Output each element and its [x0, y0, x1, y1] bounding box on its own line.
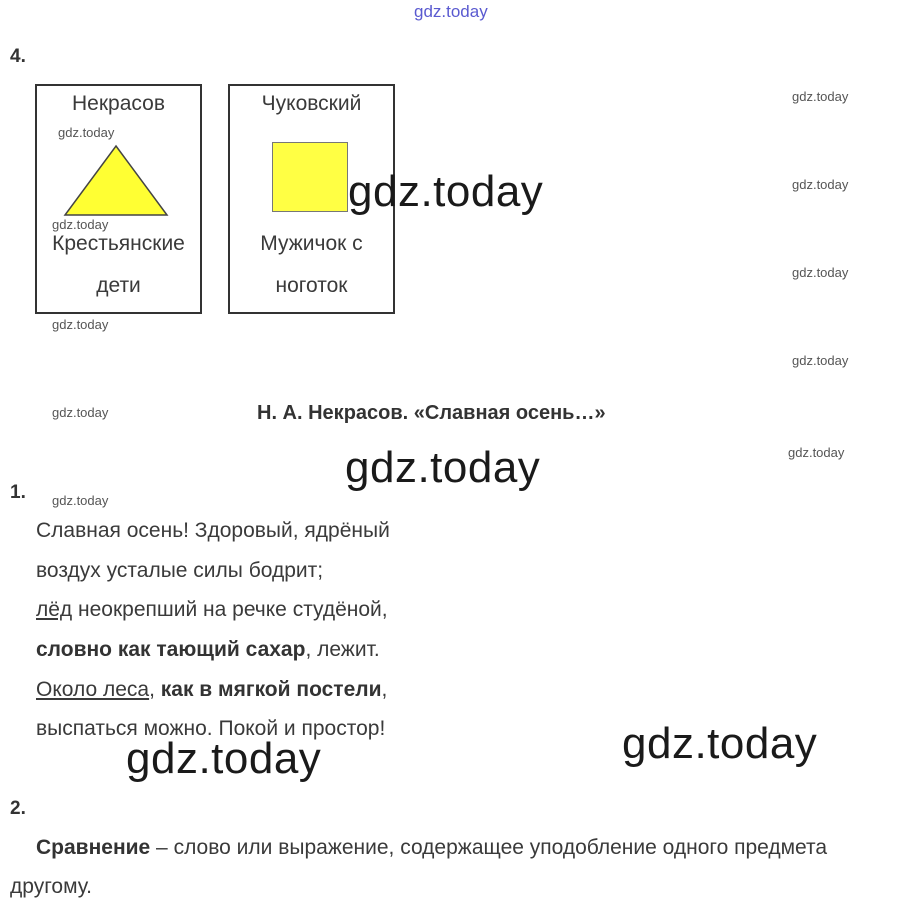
poem-line-5	[36, 678, 387, 702]
definition-continuation: другому.	[10, 875, 92, 898]
watermark-big: gdz.today	[345, 443, 541, 492]
watermark-small: gdz.today	[792, 89, 849, 104]
card-title-line1: Крестьянские	[52, 232, 185, 255]
poem-line-1: Славная осень! Здоровый, ядрёный	[36, 519, 390, 542]
watermark-big: gdz.today	[126, 734, 322, 783]
watermark-small: gdz.today	[58, 125, 115, 140]
card-author: Чуковский	[261, 92, 362, 115]
bold-comparison: словно как тающий сахар	[36, 638, 306, 661]
book-card-nekrasov	[35, 84, 202, 314]
poem-line-4	[36, 638, 380, 662]
card-title-line2: дети	[96, 274, 141, 297]
yellow-square-icon	[272, 142, 348, 212]
definition-text: – слово или выражение, содержащее уподобление одного предмета	[150, 836, 828, 859]
card-title-line1: Мужичок с	[260, 232, 363, 255]
watermark-small: gdz.today	[792, 353, 849, 368]
watermark-small: gdz.today	[52, 405, 109, 420]
underlined-subject: лёд	[36, 598, 73, 621]
task-number-1: 1.	[10, 482, 26, 503]
poem-text: ,	[381, 678, 388, 701]
watermark-small: gdz.today	[52, 217, 109, 232]
watermark-small: gdz.today	[792, 177, 849, 192]
definition-term: Сравнение	[36, 836, 151, 859]
poem-text: ,	[149, 678, 161, 701]
watermark-top: gdz.today	[414, 2, 488, 21]
underlined-subject: Около леса	[36, 678, 150, 701]
watermark-big: gdz.today	[622, 719, 818, 768]
bold-comparison: как в мягкой постели	[160, 678, 382, 701]
card-author: Некрасов	[72, 92, 165, 115]
poem-text: , лежит.	[305, 638, 380, 661]
poem-line-2: воздух усталые силы бодрит;	[36, 559, 324, 582]
yellow-triangle-icon	[63, 144, 169, 218]
poem-line-3	[36, 598, 388, 622]
watermark-big: gdz.today	[348, 167, 544, 216]
watermark-small: gdz.today	[52, 317, 109, 332]
task-number-4: 4.	[10, 46, 26, 67]
watermark-small: gdz.today	[792, 265, 849, 280]
watermark-small: gdz.today	[52, 493, 109, 508]
definition-paragraph	[36, 836, 827, 860]
watermark-small: gdz.today	[788, 445, 845, 460]
card-title-line2: ноготок	[275, 274, 348, 297]
poem-line-6: выспаться можно. Покой и простор!	[36, 717, 386, 740]
poem-text: неокрепший на речке студёной,	[72, 598, 388, 621]
section-title: Н. А. Некрасов. «Славная осень…»	[257, 402, 606, 424]
task-number-2: 2.	[10, 798, 26, 819]
